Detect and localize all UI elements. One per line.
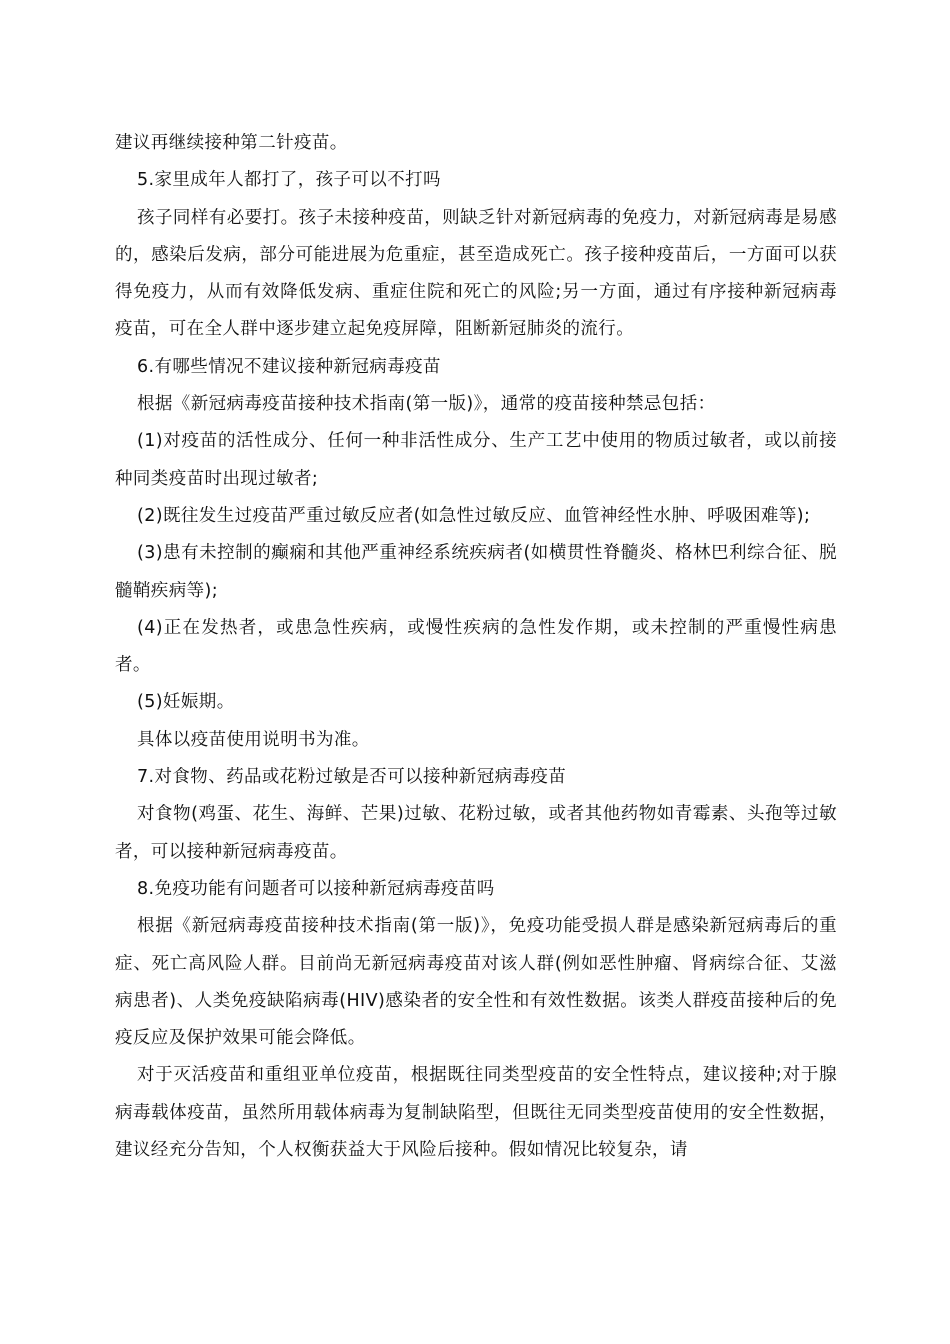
question-heading-8: 8.免疫功能有问题者可以接种新冠病毒疫苗吗 xyxy=(137,878,495,899)
answer-paragraph-5: 孩子同样有必要打。孩子未接种疫苗，则缺乏针对新冠病毒的免疫力，对新冠病毒是易感的，感染后发病，部分可能进展为危重症，甚至造成死亡。孩子接种疫苗后，一方面可以获得免疫力，从而有效降低发病、重症住院和死亡的风险;另一方面，通过有序接种新冠病毒疫苗，可在全人群中逐步建立起免疫屏障，阻断新冠肺炎的流行。 xyxy=(115,207,837,340)
question-heading-7: 7.对食物、药品或花粉过敏是否可以接种新冠病毒疫苗 xyxy=(137,767,567,788)
question-heading-6: 6.有哪些情况不建议接种新冠病毒疫苗 xyxy=(137,356,441,377)
answer-paragraph-8a: 根据《新冠病毒疫苗接种技术指南(第一版)》，免疫功能受损人群是感染新冠病毒后的重症、死亡高风险人群。目前尚无新冠病毒疫苗对该人群(例如恶性肿瘤、肾病综合征、艾滋病患者)、人类免疫缺陷病毒(HIV)感染者的安全性和有效性数据。该类人群疫苗接种后的免疫反应及保护效果可能会降低。 xyxy=(115,916,837,1049)
document-body xyxy=(115,125,837,1169)
contraindication-item-2: (2)既往发生过疫苗严重过敏反应者(如急性过敏反应、血管神经性水肿、呼吸困难等); xyxy=(137,505,811,526)
contraindication-item-1: (1)对疫苗的活性成分、任何一种非活性成分、生产工艺中使用的物质过敏者，或以前接种同类疫苗时出现过敏者; xyxy=(115,431,837,489)
contraindication-item-3: (3)患有未控制的癫痫和其他严重神经系统疾病者(如横贯性脊髓炎、格林巴利综合征、脱髓鞘疾病等); xyxy=(115,543,837,601)
paragraph-continuation: 建议再继续接种第二针疫苗。 xyxy=(115,133,348,153)
question-heading-5: 5.家里成年人都打了，孩子可以不打吗 xyxy=(137,170,441,191)
answer-paragraph-7: 对食物(鸡蛋、花生、海鲜、芒果)过敏、花粉过敏，或者其他药物如青霉素、头孢等过敏者，可以接种新冠病毒疫苗。 xyxy=(115,804,837,862)
answer-intro-6: 根据《新冠病毒疫苗接种技术指南(第一版)》，通常的疫苗接种禁忌包括： xyxy=(137,394,716,415)
answer-note-6: 具体以疫苗使用说明书为准。 xyxy=(137,729,370,750)
contraindication-item-5: (5)妊娠期。 xyxy=(137,692,235,713)
contraindication-item-4: (4)正在发热者，或患急性疾病，或慢性疾病的急性发作期，或未控制的严重慢性病患者。 xyxy=(115,617,837,676)
answer-paragraph-8b: 对于灭活疫苗和重组亚单位疫苗，根据既往同类型疫苗的安全性特点，建议接种;对于腺病毒载体疫苗，虽然所用载体病毒为复制缺陷型，但既往无同类型疫苗使用的安全性数据，建议经充分告知，个人权衡获益大于风险后接种。假如情况比较复杂，请 xyxy=(115,1065,837,1161)
